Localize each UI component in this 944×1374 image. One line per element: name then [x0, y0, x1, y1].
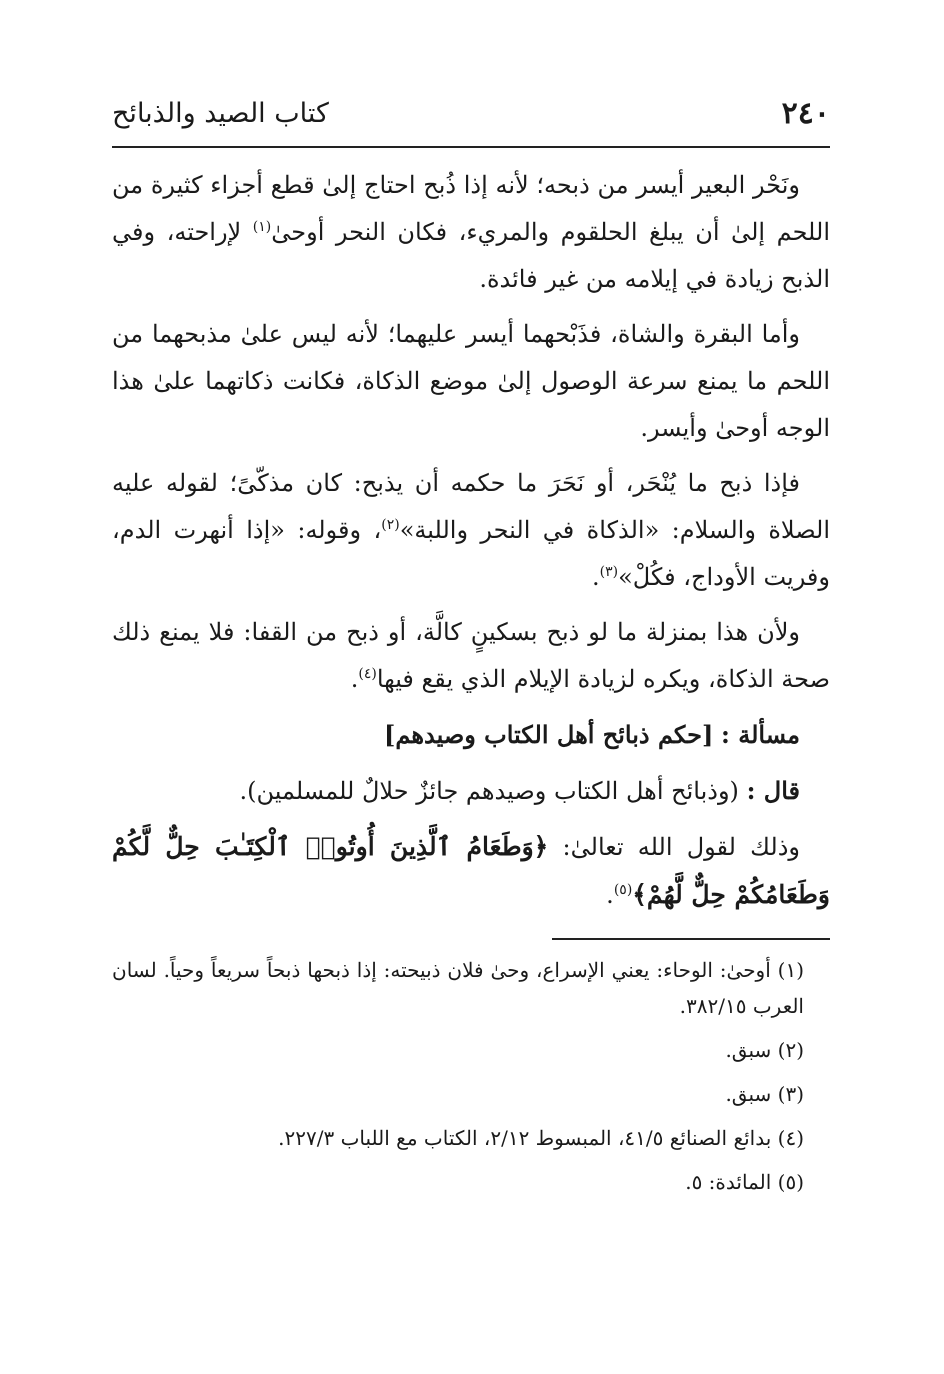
footnote-2: (٢) سبق.: [725, 1038, 804, 1062]
issue-heading: [112, 711, 830, 759]
paragraph-1: [112, 162, 830, 303]
issue-label: مسألة :: [721, 720, 800, 749]
paragraph-1-end: لإراحته، وفي الذبح زيادة في إيلامه من غير فائدة.: [112, 218, 830, 293]
paragraph-5-end: .: [606, 881, 614, 909]
main-text: [112, 162, 830, 927]
paragraph-4-end: .: [350, 665, 359, 693]
footnotes: [112, 952, 830, 1208]
paragraph-3-part-a: فإذا ذبح ما يُنْحَر، أو نَحَرَ ما حكمه أن يذبح: كان مذكّىً؛ لقوله عليه الصلاة والسلام: «الذكاة في النحر واللبة»: [112, 469, 831, 544]
paragraph-4: [112, 609, 830, 703]
paragraph-4-text: ولأن هذا بمنزلة ما لو ذبح بسكينٍ كالَّة، أو ذبح من القفا: فلا يمنع ذلك صحة الذكاة، ويكره لزيادة الإيلام الذي يقع فيها: [112, 618, 830, 693]
footnote-separator: [552, 938, 830, 940]
footnote-ref-2: (٢): [381, 517, 400, 533]
quran-verse: ﴿وَطَعَامُ ٱلَّذِينَ أُوتُوا۟ ٱلْكِتَـٰبَ حِلٌّ لَّكُمْ وَطَعَامُكُمْ حِلٌّ لَّهُمْ﴾: [112, 832, 830, 909]
qal-statement: [112, 767, 830, 815]
qal-text: (وذبائح أهل الكتاب وصيدهم جائزٌ حلالٌ للمسلمين).: [239, 777, 739, 805]
running-title: كتاب الصيد والذبائح: [112, 98, 329, 129]
paragraph-5-text: وذلك لقول الله تعالىٰ:: [548, 833, 800, 861]
paragraph-3: [112, 460, 830, 601]
paragraph-5: [112, 823, 830, 919]
page-number: ٢٤٠: [781, 96, 830, 131]
footnote-5: (٥) المائدة: ٥.: [685, 1170, 804, 1194]
page-header: [112, 96, 830, 148]
footnote-ref-5: (٥): [613, 882, 633, 898]
paragraph-3-part-c: .: [591, 563, 600, 591]
issue-title: [حكم ذبائح أهل الكتاب وصيدهم]: [384, 720, 714, 749]
paragraph-3-part-b: ، وقوله: «إذا أنهرت الدم، وفريت الأوداج، فكُلْ»: [112, 516, 830, 591]
footnote-4: (٤) بدائع الصنائع ٤١/٥، المبسوط ٢/١٢، الكتاب مع اللباب ٢٢٧/٣.: [278, 1126, 804, 1150]
paragraph-2: وأما البقرة والشاة، فذَبْحهما أيسر عليهما؛ لأنه ليس علىٰ مذبحهما من اللحم ما يمنع سرعة الوصول إلىٰ موضع الذكاة، فكانت ذكاتهما علىٰ هذا الوجه أوحىٰ وأيسر.: [112, 320, 830, 442]
footnote-ref-4: (٤): [358, 666, 377, 682]
footnote-ref-3: (٣): [599, 564, 619, 580]
footnote-3: (٣) سبق.: [725, 1082, 804, 1106]
footnote-1: (١) أوحىٰ: الوحاء: يعني الإسراع، وحىٰ فلان ذبيحته: إذا ذبحها ذبحاً سريعاً وحياً. لسان العرب ٣٨٢/١٥.: [112, 958, 804, 1018]
paragraph-1-text: ونَحْر البعير أيسر من ذبحه؛ لأنه إذا ذُبح احتاج إلىٰ قطع أجزاء كثيرة من اللحم إلىٰ أن يبلغ الحلقوم والمريء، فكان النحر أوحىٰ: [112, 171, 830, 246]
footnote-ref-1: (١): [252, 219, 272, 235]
qal-label: قال :: [746, 776, 800, 805]
